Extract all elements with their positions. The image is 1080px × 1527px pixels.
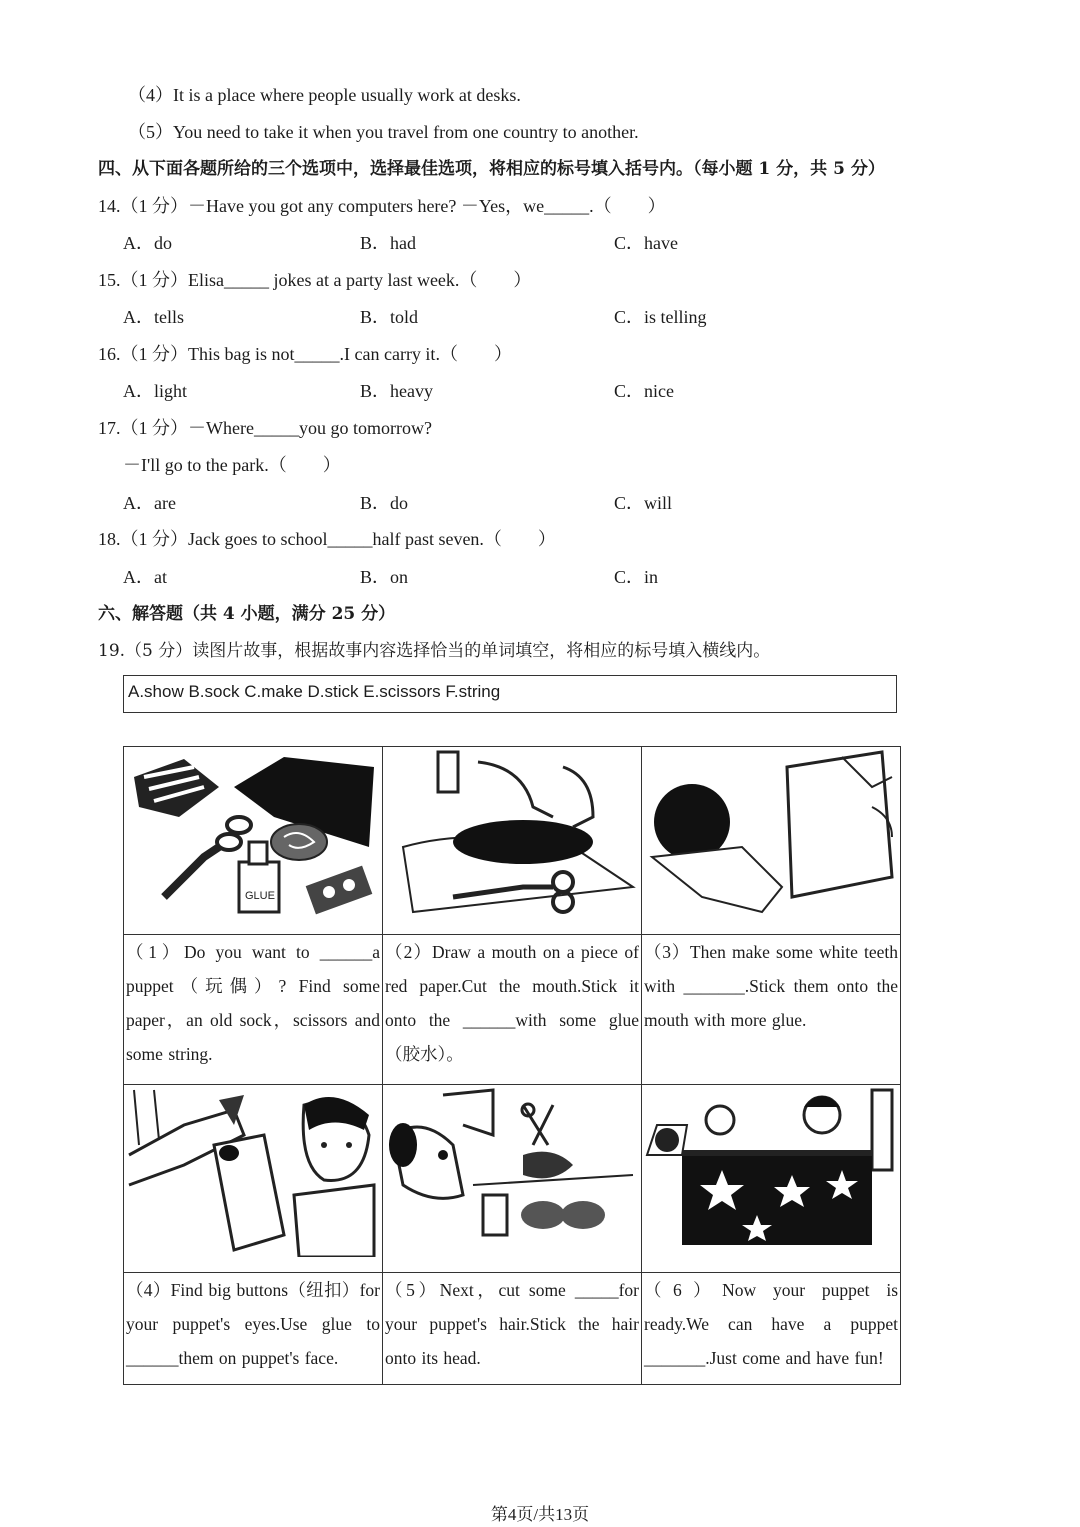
caption-cell-1 [124, 935, 383, 1084]
q14-option-a: A．do [123, 233, 172, 253]
q16-option-c: C．nice [614, 381, 674, 401]
q15-option-b: B．told [360, 307, 419, 327]
picture-cell-6 [642, 1084, 901, 1272]
picture-cell-1 [124, 747, 383, 935]
puppet-show-icon [642, 1085, 900, 1257]
picture-cell-3 [642, 747, 901, 935]
section6-heading: 六、解答题（共 4 小题，满分 25 分） [98, 604, 396, 624]
page-footer: 第4页/共13页 [490, 1505, 590, 1524]
svg-text:GLUE: GLUE [245, 890, 275, 902]
word-bank: A.show B.sock C.make D.stick E.scissors F.string [123, 675, 897, 713]
cutting-teeth-icon [642, 747, 900, 919]
picture-cell-4 [124, 1084, 383, 1272]
q18-option-c: C．in [614, 567, 659, 587]
question-15: 15.（1 分）Elisa_____ jokes at a party last week.（ ） [98, 270, 532, 290]
caption-6: （6）Now your puppet is ready.We can have a puppet _______.Just come and have fun! [644, 1279, 898, 1368]
q14-option-b: B．had [360, 233, 416, 253]
prev-item-5: （5）You need to take it when you travel from one country to another. [128, 122, 639, 142]
caption-3: （3）Then make some white teeth with _______.Stick them onto the mouth with more glue. [644, 942, 898, 1031]
question-17: 17.（1 分）－Where_____you go tomorrow? [98, 418, 432, 438]
cutting-hair-icon [383, 1085, 641, 1257]
caption-cell-2 [383, 935, 642, 1084]
prev-item-4: （4）It is a place where people usually work at desks. [128, 85, 521, 105]
picture-cell-2 [383, 747, 642, 935]
caption-5: （5）Next，cut some _____for your puppet's hair.Stick the hair onto its head. [385, 1279, 639, 1368]
question-16: 16.（1 分）This bag is not_____.I can carry it.（ ） [98, 344, 512, 364]
caption-cell-5 [383, 1272, 642, 1384]
q16-option-a: A．light [123, 381, 188, 401]
picture-story-table [123, 746, 901, 1385]
q17-option-b: B．do [360, 493, 409, 513]
q14-option-c: C．have [614, 233, 678, 253]
caption-4: （4）Find big buttons（纽扣）for your puppet's eyes.Use glue to ______them on puppet's face. [126, 1279, 380, 1368]
question-14: 14.（1 分）－Have you got any computers here? －Yes，we_____.（ ） [98, 196, 666, 216]
question-18: 18.（1 分）Jack goes to school_____half past seven.（ ） [98, 529, 556, 549]
section4-heading: 四、从下面各题所给的三个选项中，选择最佳选项，将相应的标号填入括号内。（每小题 1 分，共 5 分） [98, 159, 885, 179]
picture-cell-5 [383, 1084, 642, 1272]
q15-option-a: A．tells [123, 307, 184, 327]
q17-option-c: C．will [614, 493, 673, 513]
q18-option-b: B．on [360, 567, 409, 587]
caption-cell-4 [124, 1272, 383, 1384]
q15-option-c: C．is telling [614, 307, 707, 327]
caption-2: （2）Draw a mouth on a piece of red paper.Cut the mouth.Stick it onto the ______with some glue（胶水）。 [385, 942, 639, 1065]
drawing-mouth-icon [383, 747, 641, 919]
q16-option-b: B．heavy [360, 381, 433, 401]
question-17-answer-line: －I'll go to the park.（ ） [123, 455, 341, 475]
paper-scissors-glue-sock-icon [124, 747, 382, 919]
q17-option-a: A．are [123, 493, 176, 513]
caption-cell-3 [642, 935, 901, 1084]
caption-1: （1）Do you want to ______a puppet（玩偶）? Find some paper，an old sock，scissors and some string. [126, 942, 380, 1065]
question-19: 19.（5 分）读图片故事，根据故事内容选择恰当的单词填空，将相应的标号填入横线内。 [98, 641, 771, 661]
caption-cell-6 [642, 1272, 901, 1384]
gluing-buttons-icon [124, 1085, 382, 1257]
q18-option-a: A．at [123, 567, 167, 587]
